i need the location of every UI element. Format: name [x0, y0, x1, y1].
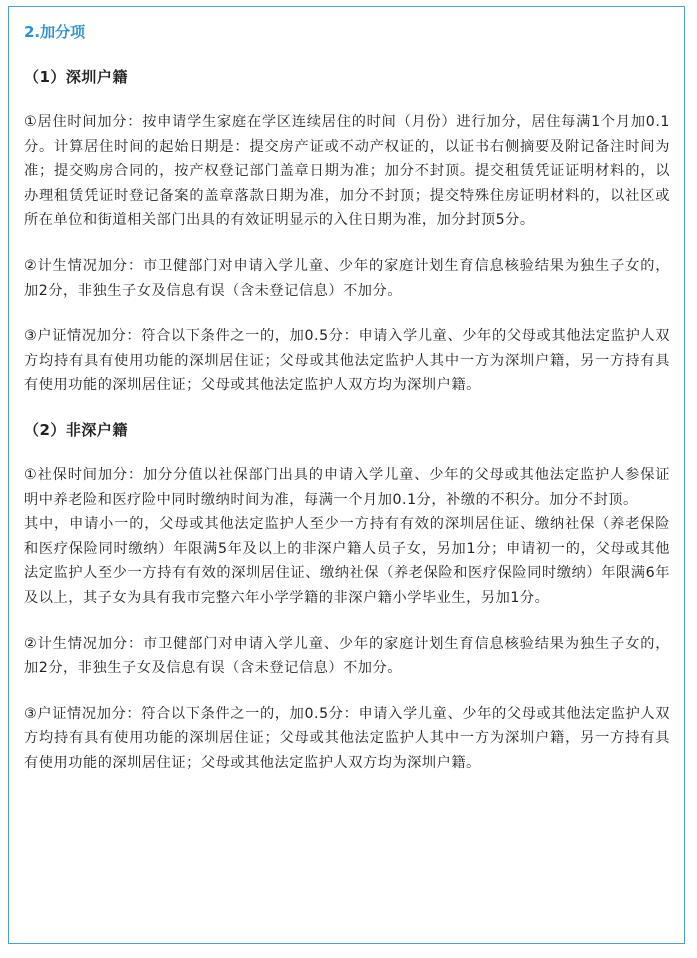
non-shenzhen-social-security-block — [24, 463, 670, 611]
non-shenzhen-hukou-paragraph: ③户证情况加分：符合以下条件之一的，加0.5分：申请入学儿童、少年的父母或其他法定监护人双方均持有具有使用功能的深圳居住证；父母或其他法定监护人其中一方为深圳户籍，另一方持有具有使用功能的深圳居住证；父母或其他法定监护人双方均为深圳户籍。 — [24, 705, 670, 771]
content-card — [8, 6, 685, 944]
shenzhen-family-planning-paragraph: ②计生情况加分：市卫健部门对申请入学儿童、少年的家庭计划生育信息核验结果为独生子女的，加2分，非独生子女及信息有误（含未登记信息）不加分。 — [24, 257, 670, 299]
non-shenzhen-family-planning-paragraph: ②计生情况加分：市卫健部门对申请入学儿童、少年的家庭计划生育信息核验结果为独生子女的，加2分，非独生子女及信息有误（含未登记信息）不加分。 — [24, 635, 670, 677]
shenzhen-hukou-paragraph: ③户证情况加分：符合以下条件之一的，加0.5分：申请入学儿童、少年的父母或其他法定监护人双方均持有具有使用功能的深圳居住证；父母或其他法定监护人其中一方为深圳户籍，另一方持有具有使用功能的深圳居住证；父母或其他法定监护人双方均为深圳户籍。 — [24, 328, 670, 394]
shenzhen-subheading: （1）深圳户籍 — [24, 68, 128, 86]
section-title: 2.加分项 — [24, 23, 86, 41]
shenzhen-residence-paragraph: ①居住时间加分：按申请学生家庭在学区连续居住的时间（月份）进行加分，居住每满1个月加0.1分。计算居住时间的起始日期是：提交房产证或不动产权证的，以证书右侧摘要及附记备注时间为准；提交购房合同的，按产权登记部门盖章日期为准；加分不封顶。提交租赁凭证证明材料的，以办理租赁凭证时登记备案的盖章落款日期为准，加分不封顶；提交特殊住房证明材料的，以社区或所在单位和街道相关部门出具的有效证明显示的入住日期为准，加分封顶5分。 — [24, 114, 670, 229]
non-shenzhen-extra-points-paragraph: 其中，申请小一的，父母或其他法定监护人至少一方持有有效的深圳居住证、缴纳社保（养老保险和医疗保险同时缴纳）年限满5年及以上的非深户籍人员子女，另加1分；申请初一的，父母或其他法定监护人至少一方持有有效的深圳居住证、缴纳社保（养老保险和医疗保险同时缴纳）年限满6年及以上，其子女为具有我市完整六年小学学籍的非深户籍小学毕业生，另加1分。 — [24, 516, 670, 606]
non-shenzhen-social-security-paragraph: ①社保时间加分：加分分值以社保部门出具的申请入学儿童、少年的父母或其他法定监护人参保证明中养老险和医疗险中同时缴纳时间为准，每满一个月加0.1分，补缴的不积分。加分不封顶。 — [24, 466, 670, 508]
non-shenzhen-subheading: （2）非深户籍 — [24, 420, 128, 439]
